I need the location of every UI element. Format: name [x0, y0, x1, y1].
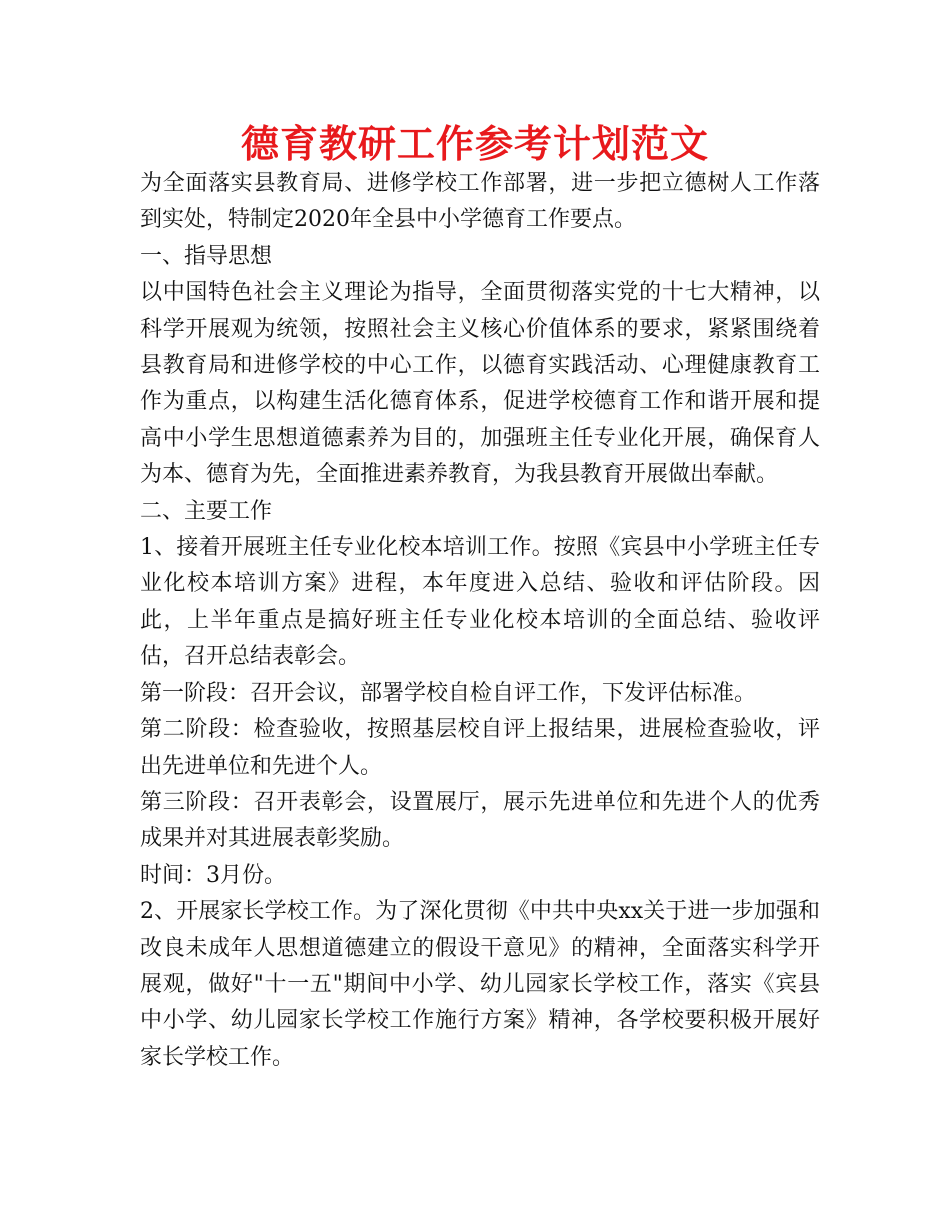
time-paragraph: 时间：3月份。	[140, 862, 286, 888]
stage-1-paragraph: 第一阶段：召开会议，部署学校自检自评工作，下发评估标准。	[140, 680, 757, 706]
document-body	[140, 166, 820, 1076]
intro-paragraph: 为全面落实县教育局、进修学校工作部署，进一步把立德树人工作落到实处，特制定2020年全县中小学德育工作要点。	[140, 171, 820, 233]
section-heading-guiding-thought: 一、指导思想	[140, 243, 273, 269]
stage-2-paragraph: 第二阶段：检查验收，按照基层校自评上报结果，进展检查验收，评出先进单位和先进个人。	[140, 717, 820, 779]
work-item-2-paragraph: 2、开展家长学校工作。为了深化贯彻《中共中央xx关于进一步加强和改良未成年人思想道德建立的假设干意见》的精神，全面落实科学开展观，做好"十一五"期间中小学、幼儿园家长学校工作，落实《宾县中小学、幼儿园家长学校工作施行方案》精神，各学校要积极开展好家长学校工作。	[140, 899, 820, 1070]
section-heading-main-work: 二、主要工作	[140, 498, 273, 524]
guiding-thought-paragraph: 以中国特色社会主义理论为指导，全面贯彻落实党的十七大精神，以科学开展观为统领，按照社会主义核心价值体系的要求，紧紧围绕着县教育局和进修学校的中心工作，以德育实践活动、心理健康教育工作为重点，以构建生活化德育体系，促进学校德育工作和谐开展和提高中小学生思想道德素养为目的，加强班主任专业化开展，确保育人为本、德育为先，全面推进素养教育，为我县教育开展做出奉献。	[140, 280, 820, 488]
work-item-1-paragraph: 1、接着开展班主任专业化校本培训工作。按照《宾县中小学班主任专业化校本培训方案》进程，本年度进入总结、验收和评估阶段。因此，上半年重点是搞好班主任专业化校本培训的全面总结、验收评估，召开总结表彰会。	[140, 535, 820, 670]
document-title: 德育教研工作参考计划范文	[240, 122, 709, 166]
stage-3-paragraph: 第三阶段：召开表彰会，设置展厅，展示先进单位和先进个人的优秀成果并对其进展表彰奖励。	[140, 789, 820, 852]
